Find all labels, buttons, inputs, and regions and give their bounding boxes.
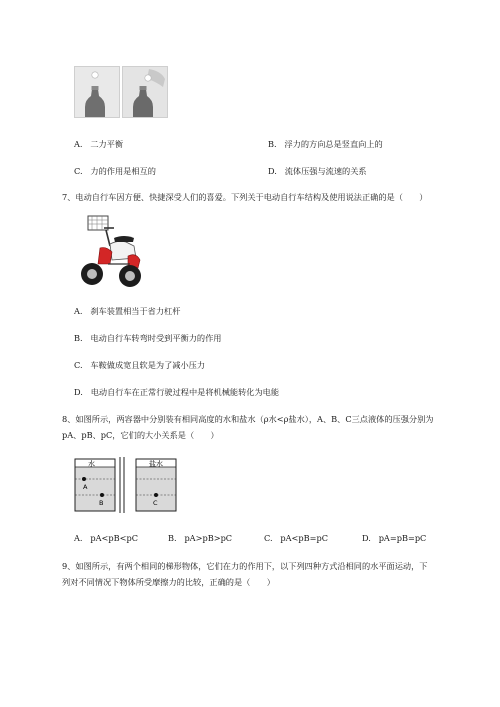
q7-stem: 7、电动自行车因方便、快捷深受人们的喜爱。下列关于电动自行车结构及使用说法正确的是（ ） <box>62 192 428 202</box>
q7-option-a[interactable] <box>74 306 180 317</box>
option-letter: C. <box>74 360 83 370</box>
option-text: 二力平衡 <box>90 139 124 149</box>
two-containers-diagram <box>74 457 178 513</box>
option-letter: D. <box>268 166 277 176</box>
q8-stem-line-1: 8、如图所示，两容器中分别装有相同高度的水和盐水（ρ水<ρ盐水），A、B、C三点液体的压强分别为 <box>62 414 434 424</box>
option-letter: C. <box>264 533 273 543</box>
option-letter: B. <box>74 333 83 343</box>
q7-option-d[interactable] <box>74 387 279 398</box>
option-letter: A. <box>74 139 83 149</box>
point-b-label: B <box>99 499 104 507</box>
option-letter: A. <box>74 306 83 316</box>
option-text: 电动自行车在正常行驶过程中是将机械能转化为电能 <box>90 387 280 397</box>
q8-option-d[interactable] <box>362 533 426 543</box>
q6-option-d[interactable] <box>268 166 367 177</box>
point-a-label: A <box>83 483 88 491</box>
option-text: 流体压强与流速的关系 <box>284 166 367 176</box>
q6-option-b[interactable] <box>268 139 383 150</box>
point-b-dot <box>100 493 104 497</box>
q6-photo-left <box>74 66 120 118</box>
option-letter: D. <box>362 533 371 543</box>
option-letter: C. <box>74 166 83 176</box>
option-text: 力的作用是相互的 <box>90 166 156 176</box>
bottle-ball-photo-right <box>123 67 167 117</box>
option-text: pA>pB>pC <box>184 533 233 543</box>
q9-stem-line-2: 列对不同情况下物体所受摩擦力的比较，正确的是（ ） <box>62 577 275 587</box>
q8-containers-figure <box>74 457 178 513</box>
option-text: pA<pB<pC <box>90 533 138 543</box>
q6-photo-right <box>122 66 168 118</box>
option-letter: D. <box>74 387 83 397</box>
option-letter: B. <box>168 533 177 543</box>
option-text: pA=pB=pC <box>378 533 427 543</box>
q7-option-b[interactable] <box>74 333 221 344</box>
option-text: 车鞍做成宽且软是为了减小压力 <box>90 360 206 370</box>
q8-option-c[interactable] <box>264 533 328 543</box>
point-c-label: C <box>153 499 158 507</box>
option-letter: A. <box>74 533 83 543</box>
bottle-ball-photo-left <box>75 67 119 117</box>
q9-stem-line-1: 9、如图所示，有两个相同的梯形物体，它们在力的作用下，以下列四种方式沿相同的水平面运动，下 <box>62 561 428 571</box>
option-letter: B. <box>268 139 277 149</box>
option-text: 刹车装置相当于省力杠杆 <box>90 306 181 316</box>
water-label: 水 <box>88 460 95 468</box>
q8-stem-line-2: pA、pB、pC，它们的大小关系是（ ） <box>62 430 219 440</box>
q8-option-b[interactable] <box>168 533 232 543</box>
option-text: 电动自行车转弯时受到平衡力的作用 <box>90 333 222 343</box>
q7-scooter-image <box>70 212 144 294</box>
q6-option-c[interactable] <box>74 166 156 177</box>
brine-label: 盐水 <box>149 460 163 468</box>
point-c-dot <box>154 493 158 497</box>
option-text: 浮力的方向总是竖直向上的 <box>284 139 383 149</box>
option-text: pA<pB=pC <box>280 533 329 543</box>
q7-option-c[interactable] <box>74 360 205 371</box>
q8-option-a[interactable] <box>74 533 138 543</box>
point-a-dot <box>82 477 86 481</box>
electric-bike-illustration <box>70 212 144 294</box>
q6-option-a[interactable] <box>74 139 123 150</box>
